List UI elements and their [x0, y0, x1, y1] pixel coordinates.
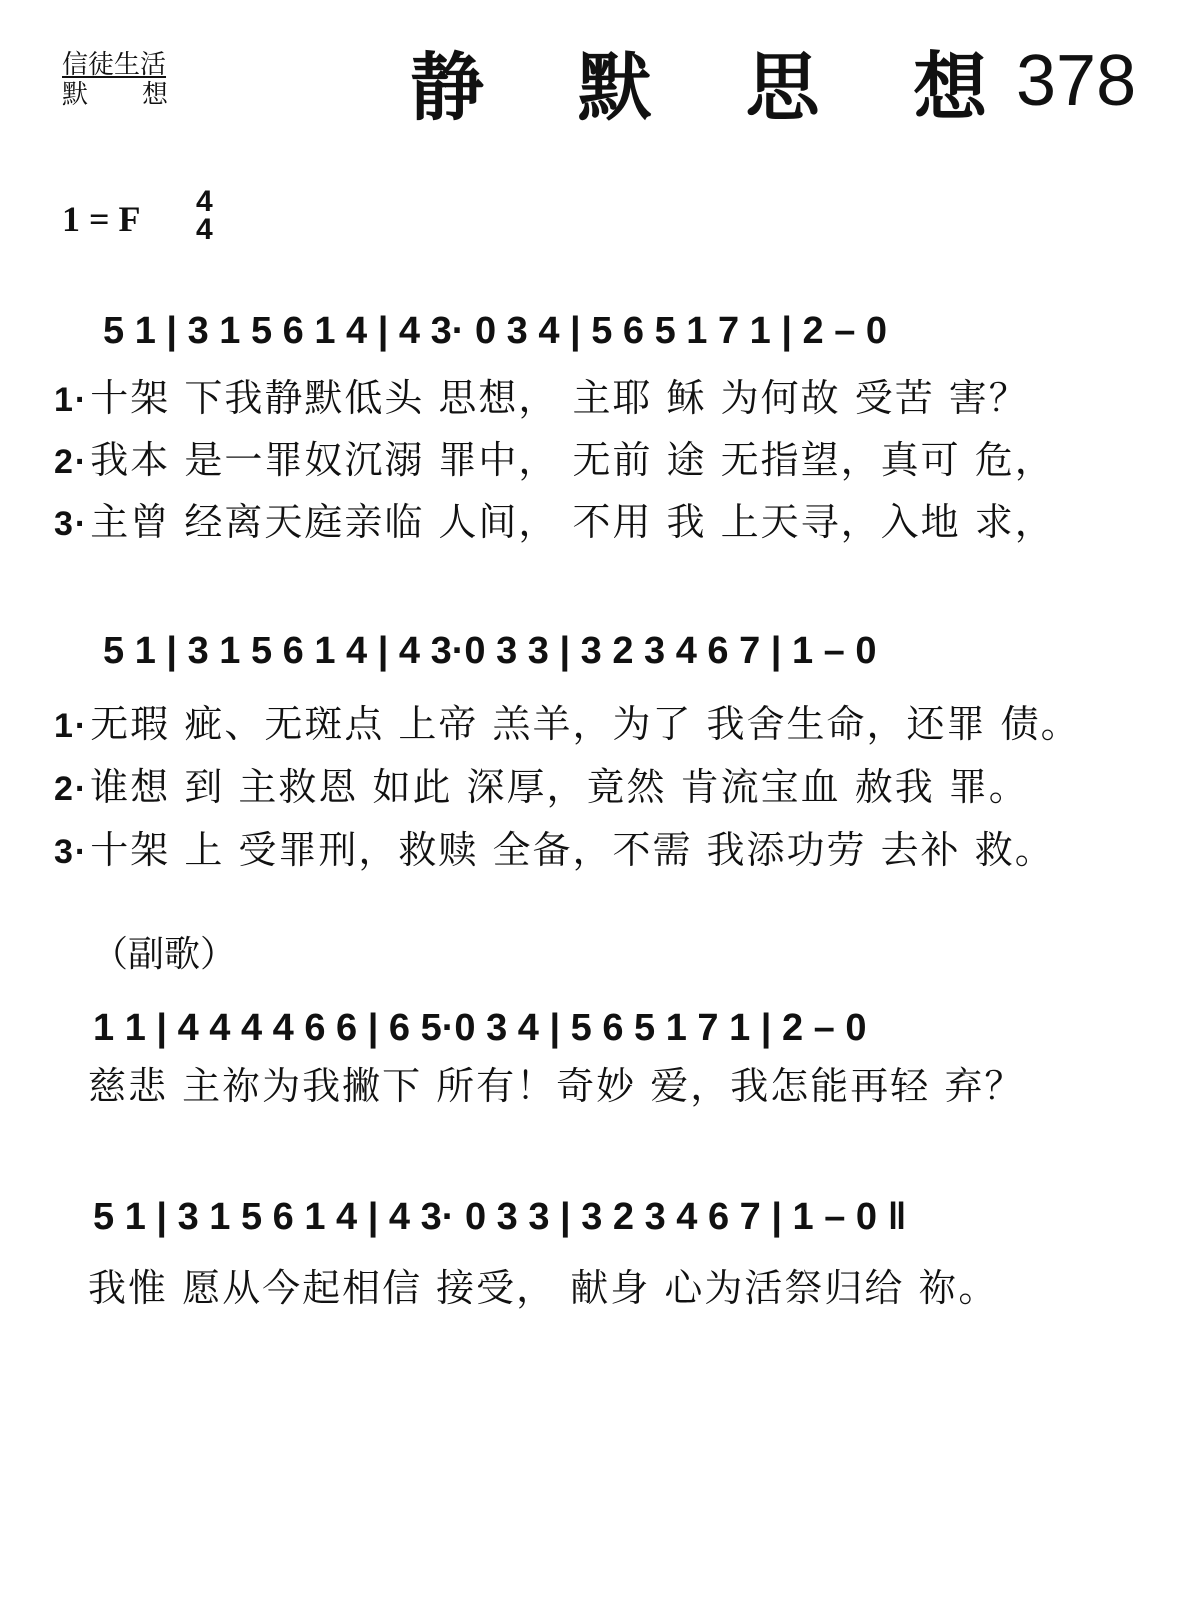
notation-line-3 [0, 995, 1200, 1065]
verse-number: 1· [54, 707, 89, 745]
hymn-title: 静 默 思 想 [410, 45, 1022, 131]
category-line-1: 信徒生活 [62, 50, 167, 80]
verse-number: 2· [54, 770, 89, 808]
lyric-line-1-3 [54, 500, 1055, 546]
chorus-label: （副歌） [92, 934, 237, 975]
lyric-text: 我惟 愿从今起相信 接受， 献身 心为活祭归给 祢。 [88, 1266, 999, 1310]
lyric-text: 十架 上 受罪刑，救赎 全备，不需 我添功劳 去补 救。 [90, 828, 1055, 872]
notation-line-2 [0, 618, 1200, 688]
time-signature [196, 185, 213, 246]
lyric-text: 无瑕 疵、无斑点 上帝 羔羊，为了 我舍生命，还罪 债。 [90, 702, 1081, 746]
time-signature-bottom: 4 [196, 213, 213, 246]
category-label [62, 50, 222, 110]
notation-line-4 [0, 1184, 1200, 1254]
lyric-line-2-3 [54, 828, 1055, 874]
verse-number: 2· [54, 443, 89, 481]
notation-line-1 [0, 296, 1200, 366]
verse-number: 1· [54, 381, 89, 419]
notation-text: 5 1 | 3 1 5 6 1 4 | 4 3· 0 3 3 | 3 2 3 4 6 7 | 1 – 0 ‖ [93, 1196, 907, 1238]
lyric-text: 主曾 经离天庭亲临 人间， 不用 我 上天寻，入地 求， [90, 500, 1055, 544]
verse-number: 3· [54, 505, 89, 543]
key-signature: 1 = F [62, 199, 141, 239]
lyric-line-4-1 [88, 1266, 998, 1310]
lyric-line-2-2 [54, 765, 1029, 811]
notation-text: 5 1 | 3 1 5 6 1 4 | 4 3·0 3 3 | 3 2 3 4 6 7 | 1 – 0 [103, 630, 877, 672]
lyric-line-1-2 [54, 438, 1055, 484]
lyric-text: 我本 是一罪奴沉溺 罪中， 无前 途 无指望，真可 危， [90, 438, 1055, 482]
time-signature-top: 4 [196, 185, 213, 218]
lyric-line-3-1 [88, 1064, 1024, 1108]
lyric-line-1-1 [54, 376, 1029, 422]
lyric-text: 慈悲 主祢为我撇下 所有！奇妙 爱，我怎能再轻 弃？ [88, 1064, 1025, 1108]
category-line-2: 默想 [62, 80, 223, 110]
lyric-text: 谁想 到 主救恩 如此 深厚，竟然 肯流宝血 赦我 罪。 [90, 765, 1029, 809]
notation-text: 5 1 | 3 1 5 6 1 4 | 4 3· 0 3 4 | 5 6 5 1 7 1 | 2 – 0 [103, 310, 888, 352]
hymn-number: 378 [1016, 41, 1137, 121]
notation-text: 1 1 | 4 4 4 4 6 6 | 6 5·0 3 4 | 5 6 5 1 7 1 | 2 – 0 [93, 1007, 867, 1049]
verse-number: 3· [54, 833, 89, 871]
lyric-text: 十架 下我静默低头 思想， 主耶 稣 为何故 受苦 害？ [90, 376, 1029, 420]
lyric-line-2-1 [54, 702, 1081, 748]
